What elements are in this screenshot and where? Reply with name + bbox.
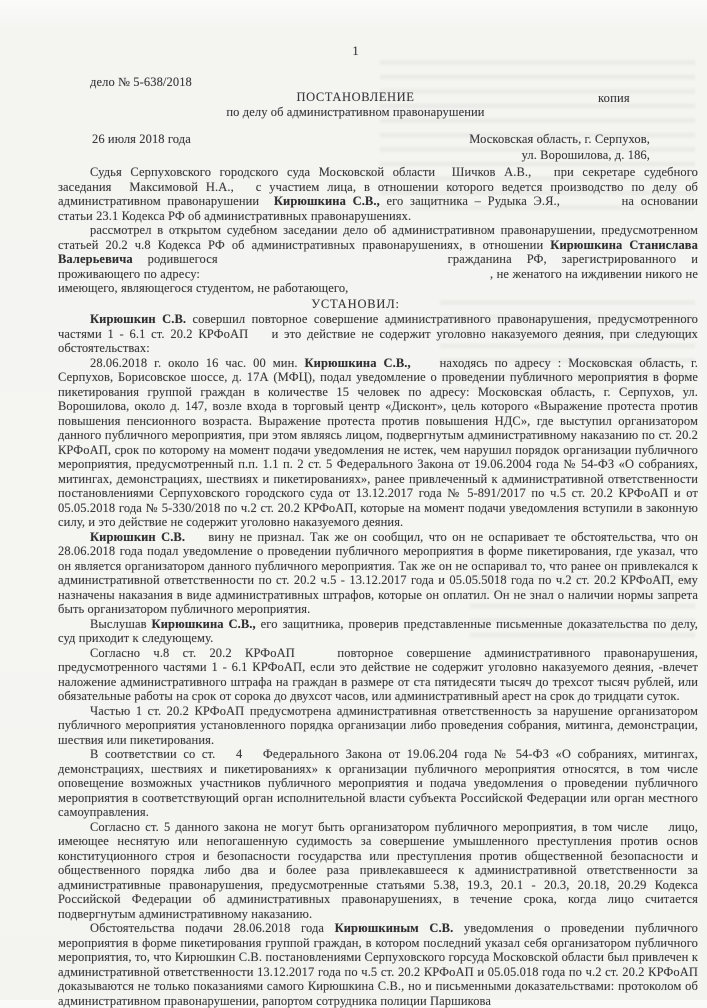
paragraph	[58, 646, 698, 704]
paragraph	[58, 223, 698, 296]
redaction-gap	[540, 175, 554, 176]
redaction-gap	[308, 656, 324, 657]
text-run: , не женатого на иждивении никого не имеющего, являющегося студентом, не работающего,	[58, 266, 698, 295]
redaction-gap	[222, 757, 236, 758]
text-run: повторное совершение административного правонарушения, предусмотренного частями 1 - 6.1 КРФоАП, если это действие не содержит уголовно наказуемого деяния, -влечет наложение административного штрафа на граждан в размере от ста пятидесяти тысяч до трехсот тысяч рублей, или обязательные работы на срок от сорока до двухсот часов, или административный арест на срок до тридцати суток.	[58, 645, 698, 703]
text-run: Максимовой Н.А.,	[129, 179, 242, 194]
redaction-gap	[242, 757, 256, 758]
redaction-gap	[185, 540, 203, 541]
date-row	[58, 132, 698, 163]
text-run: его защитника, проверив представленные письменные доказательства по делу, суд приходит к следующему.	[58, 616, 699, 645]
redaction-gap	[560, 204, 615, 205]
title-row	[58, 90, 653, 105]
bold-text-run: Кирюшкина Станислава Валерьевича	[58, 237, 698, 266]
text-run: на основании статьи 23.1 Кодекса РФ об административных правонарушениях.	[58, 194, 698, 223]
text-run: уведомления о проведении публичного мероприятия в форме пикетирования группой граждан, в котором последний указал себя организатором публичного мероприятия, то, что Кирюшкин С.В. постановлениями Серпуховского горсуда Московской области был привлечен к административной ответственности 13.12.2017 года по ч.5 ст. 20.2 КРФоАП и 05.05.018 года по ч.2 ст. 20.2 КРФоАП доказываются не только показаниями самого Кирюшкина С.В., но и письменными доказательствами: протоколом об административном правонарушении, рапортом сотрудника полиции Паршикова	[58, 921, 698, 1008]
case-number: дело № 5-638/2018	[90, 75, 192, 89]
text-run: Федерального Закона от 19.06.204 года № 54-ФЗ «О собраниях, митингах, демонстрациях, шествиях и пикетированиях» к организации публичного мероприятия относятся, в том числе оповещение возможных участников публичного мероприятия и подача уведомления о проведении публичного мероприятия в соответствующий орган исполнительной власти субъекта Российской Федерации или орган местного самоуправления.	[58, 747, 698, 819]
document-date: 26 июля 2018 года	[92, 132, 191, 146]
paragraph	[58, 312, 698, 356]
text-run: Судья Серпуховского городского суда Московской области	[90, 165, 444, 179]
bold-text-run: Кирюшкина С.В.,	[304, 355, 411, 370]
paragraph	[58, 356, 698, 530]
text-run: находясь по адресу : Московская область, г. Серпухов, Борисовское шоссе, д. 17А (МФЦ), подал уведомление о проведении публичного мероприятия в форме пикетирования группой граждан в количестве 15 человек по адресу: Московская область, г. Серпухов, ул. Ворошилова, около д. 147, возле входа в торговый центр «Дисконт», цель которого «Выражение протеста против повышения пенсионного возраста. Выражение протеста против повышения НДС», где выступил организатором данного публичного мероприятия, при этом являясь лицом, подвергнутым административному наказанию по ст. 20.2 КРФоАП, срок по которому на момент подачи уведомления не истек, чем нарушил порядок организации публичного мероприятия, предусмотренный п.п. 1.1 п. 2 ст. 5 Федерального Закона от 19.06.2004 года № 54-ФЗ «О собраниях, митингах, демонстрациях, шествиях и пикетированиях», ранее привлеченный к административной ответственности постановлениями Серпуховского городского суда от 13.12.2017 года № 5-891/2017 по ч.5 ст. 20.2 КРФоАП и от 05.05.2018 года № 5-330/2018 по ч.2 ст. 20.2 КРФоАП, которые на момент подачи уведомления вступили в законную силу, и это действие не содержит уголовно наказуемого деяния.	[58, 355, 699, 529]
redaction-gap	[254, 337, 266, 338]
redaction-gap	[653, 830, 663, 831]
paragraph	[58, 617, 698, 646]
paragraph	[58, 704, 698, 748]
text-run: рассмотрел в открытом судебном заседании дело об административном правонарушении, предусмотренном статьей 20.2 ч.8 Кодекса РФ об административных правонарушениях, в отношении	[58, 223, 698, 252]
redaction-gap	[266, 204, 274, 205]
bold-text-run: Кирюшкин С.В.	[90, 312, 187, 326]
document-content	[58, 44, 698, 1008]
text-run: 4	[235, 747, 243, 761]
bold-text-run: Кирюшкин С.В.	[90, 529, 186, 544]
text-run: при секретаре судебного заседания	[58, 165, 698, 194]
text-run: его защитника – Рудыка Э.Я.,	[379, 194, 560, 208]
text-run: родившегося	[132, 252, 218, 266]
text-run: совершил повторное совершение административного правонарушения, предусмотренного частями 1 - 6.1 ст. 20.2 КРФоАП	[58, 312, 698, 341]
text-run: вину не признал. Так же он сообщил, что он не оспаривает те обстоятельства, что он 28.06.2018 года подал уведомление о проведении публичного мероприятия в форме пикетирования, где указал, что он является организатором данного публичного мероприятия. Так же он не оспаривал то, что ранее он привлекался к административной ответственности по ст. 20.2 ч.5 - 13.12.2017 года и 05.05.5018 года по ч.2 ст. 20.2 КРФоАП, ему назначены наказания в виде административных штрафов, которые он оплатил. Он не знал о наличии нормы запрета быть организатором публичного мероприятия.	[58, 529, 698, 616]
paragraph	[58, 820, 698, 922]
document-title: ПОСТАНОВЛЕНИЕ	[296, 90, 415, 104]
text-run: Согласно ст. 5 данного закона не могут быть организатором публичного мероприятия, в том числе	[90, 819, 654, 834]
paragraph	[58, 530, 698, 617]
redaction-gap	[242, 190, 256, 191]
paragraph	[58, 165, 698, 223]
paragraph	[58, 921, 698, 1008]
text-run: Частью 1 ст. 20.2 КРФоАП предусмотрена административная ответственность за нарушение организатором публичного мероприятия установленного порядка организации либо проведения собрания, митинга, демонстрации, шествия или пикетирования.	[58, 703, 698, 747]
text-run: с участием лица, в отношении которого ведется производство по делу об административном правонарушении	[58, 179, 699, 208]
copy-stamp: копия	[598, 91, 630, 105]
section-heading: УСТАНОВИЛ:	[311, 296, 400, 311]
bold-text-run: Кирюшкина С.В.,	[151, 616, 256, 631]
redaction-gap	[444, 175, 452, 176]
court-address-line: ул. Ворошилова, д. 186,	[521, 147, 650, 162]
bold-text-run: Кирюшкина С.В.,	[273, 194, 380, 208]
redaction-gap	[218, 262, 433, 263]
court-address-line: Московская область, г. Серпухов,	[469, 132, 650, 146]
bold-text-run: Кирюшкиным С.В.	[334, 921, 454, 935]
text-run: 28.06.2018 г. около 16 час. 00 мин.	[90, 355, 305, 370]
paragraph	[58, 747, 698, 820]
court-address	[469, 132, 650, 163]
text-run: Шичков А.В.,	[451, 165, 540, 179]
text-run: Согласно ч.8 ст. 20.2 КРФоАП	[90, 645, 309, 660]
redaction-gap	[119, 190, 129, 191]
text-run: В соответствии со ст.	[90, 747, 222, 761]
text-run: гражданина РФ, зарегистрированного и проживающего по адресу:	[58, 252, 698, 281]
document-body	[58, 165, 698, 1008]
redaction-gap	[200, 277, 490, 278]
text-run: и это действие не содержит уголовно наказуемого деяния, при следующих обстоятельствах:	[58, 326, 699, 355]
text-run: Выслушав	[90, 616, 152, 631]
redaction-gap	[411, 366, 433, 367]
text-run: лицо, имеющее неснятую или непогашенную судимость за совершение умышленного преступления против основ конституционного строя и безопасности государства или преступления против общественной безопасности и общественного порядка либо два и более раза привлекавшееся к административной ответственности за административные правонарушения, предусмотренные статьями 5.38, 19.3, 20.1 - 20.3, 20.18, 20.29 Кодекса Российской Федерации об административных правонарушениях, в течение срока, когда лицо считается подвергнутым административному наказанию.	[58, 819, 699, 921]
page-number: 1	[352, 44, 359, 58]
text-run: Обстоятельства подачи 28.06.2018 года	[90, 921, 335, 935]
document-subtitle: по делу об административном правонарушении	[226, 105, 485, 119]
